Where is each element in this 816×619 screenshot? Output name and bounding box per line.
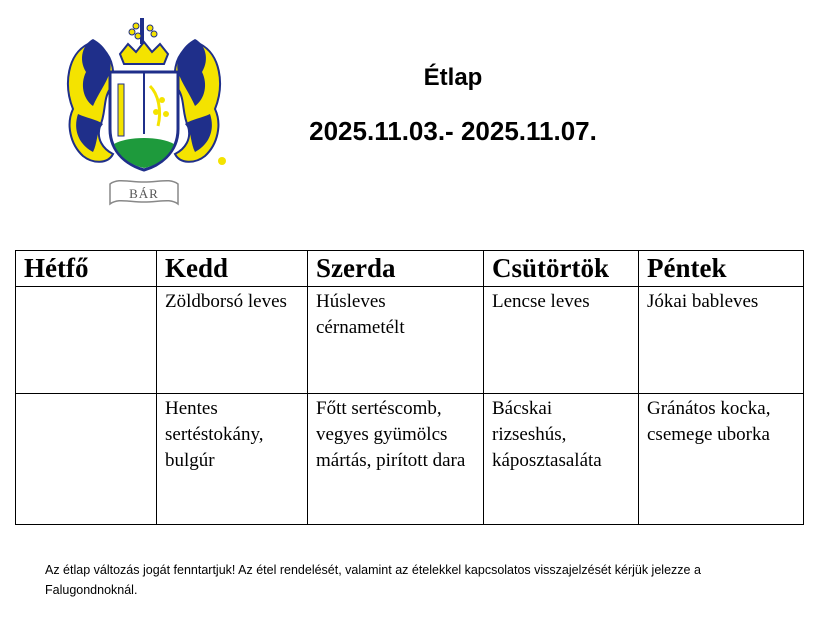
day-header: Kedd	[157, 251, 308, 287]
main-course-cell: Főtt sertéscomb, vegyes gyümölcs mártás, pirított dara	[308, 394, 484, 525]
footer-note: Az étlap változás jogát fenntartjuk! Az étel rendelését, valamint az ételekkel kapcsolatos visszajelzését kérjük jelezze a Falugondnoknál.	[45, 563, 701, 597]
soup-cell: Jókai bableves	[639, 287, 804, 394]
main-course-cell: Gránátos kocka, csemege uborka	[639, 394, 804, 525]
logo-ribbon-text: BÁR	[129, 186, 159, 201]
day-header: Csütörtök	[484, 251, 639, 287]
soup-cell: Zöldborsó leves	[157, 287, 308, 394]
soup-cell: Lencse leves	[484, 287, 639, 394]
menu-table	[15, 250, 804, 525]
soup-cell	[16, 287, 157, 394]
soup-row	[16, 287, 804, 394]
date-range: 2025.11.03.- 2025.11.07.	[309, 116, 597, 146]
main-course-cell: Bácskai rizseshús, káposztasaláta	[484, 394, 639, 525]
main-course-cell: Hentes sertéstokány, bulgúr	[157, 394, 308, 525]
day-header: Hétfő	[16, 251, 157, 287]
day-header: Péntek	[639, 251, 804, 287]
coat-of-arms-logo	[58, 14, 230, 214]
main-course-cell	[16, 394, 157, 525]
day-header: Szerda	[308, 251, 484, 287]
main-course-row	[16, 394, 804, 525]
page-title: Étlap	[423, 64, 483, 91]
table-header-row	[16, 251, 804, 287]
soup-cell: Húsleves cérnametélt	[308, 287, 484, 394]
